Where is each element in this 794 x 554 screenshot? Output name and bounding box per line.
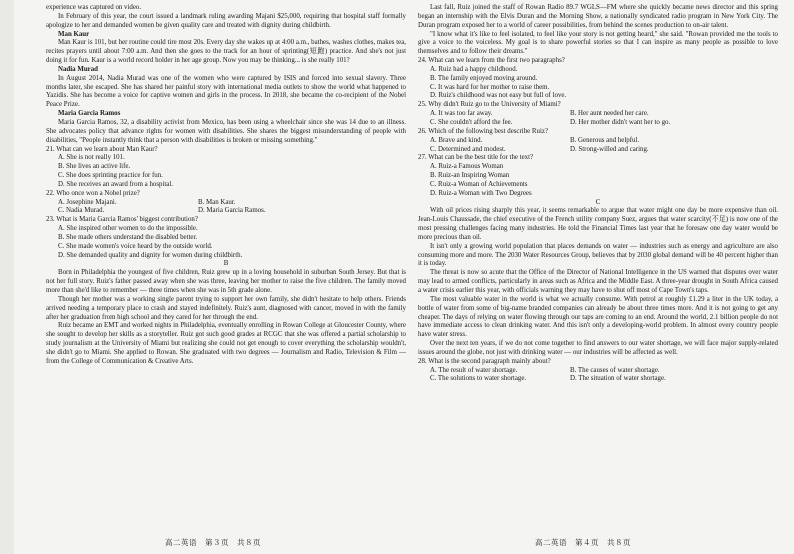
- question-28-option: B. The causes of water shortage.: [570, 366, 660, 374]
- question-24-option: C. It was hard for her mother to raise them.: [430, 83, 550, 91]
- question-26-option: A. Brave and kind.: [430, 136, 483, 144]
- profile-heading-man-kaur: Man Kaur: [58, 30, 90, 38]
- paragraph: Last fall, Ruiz joined the staff of Rowan Radio 89.7 WGLS—FM where she quickly became news director and this spring began an internship with the Elvis Duran and the Morning Show, a nationally syndicated radio program in New York City. The Duran program exposed her to a world of career possibilities, from behind the scenes production to on-air talent.: [418, 4, 778, 29]
- question-27-option: A. Ruiz-a Famous Woman: [430, 163, 504, 171]
- profile-text-maria-garcia-ramos: Maria Garcia Ramos, 32, a disability activist from Mexico, has been using a wheelchair since she was 14 due to an illness. She advocates policy that advance rights for women with disabilities. She shares the biggest misunderstanding of people with disabilities, "People instantly think that a person with disabilities is broken or missing something.": [46, 118, 406, 144]
- question-21-option: C. She does sprinting practice for fun.: [58, 172, 163, 180]
- question-28-options-row: [430, 367, 778, 376]
- paragraph: Though her mother was a working single parent trying to support her own family, she didn't hesitate to help others. Friends arrived needing a temporary place to crash and stayed indefinitely. Ruiz's aunt, diagnosed with cancer, moved in with the family after her graduation from high school and they cared for her through the end.: [46, 295, 406, 321]
- paragraph: Over the next ten years, if we do not come together to find answers to our water shortage, we will face major supply-related issues around the globe, not just with drinking water — our industries will be affected as well.: [418, 340, 778, 356]
- right-page-column: [418, 4, 778, 384]
- paragraph: Born in Philadelphia the youngest of five children, Ruiz grew up in a loving household in suburban South Jersey. But that is not her full story. Ruiz's father passed away when she was three, leaving her mother to raise the five children. The family moved more than she'd like to remember — three times when she was in 5th grade alone.: [46, 269, 406, 294]
- question-28-option: A. The result of water shortage.: [430, 366, 518, 374]
- left-page-column: [46, 4, 406, 367]
- binding-gutter: [0, 0, 14, 554]
- question-26-stem: 26. Which of the following best describe Ruiz?: [418, 127, 548, 135]
- paragraph: In February of this year, the court issued a landmark ruling awarding Majani $25,000, requiring that hospital staff formally apologize to her and demanded women be given quality care and treated with dignity during childbirth.: [46, 12, 406, 29]
- question-25-options-row: [430, 110, 778, 119]
- question-25-options-row: [430, 119, 778, 128]
- question-23-option: C. She made women's voice heard by the outside world.: [58, 242, 213, 250]
- question-28-options-row: [430, 375, 778, 384]
- question-25-option: D. Her mother didn't want her to go.: [570, 118, 671, 126]
- question-26-option: B. Generous and helpful.: [570, 136, 640, 144]
- question-27-option: B. Ruiz-an Inspiring Woman: [430, 172, 510, 180]
- profile-text-nadia-murad: In August 2014, Nadia Murad was one of the women who were captured by ISIS and forced into sexual slavery. Three months later, she escaped. She has shared her painful story with international media outlets to show the world what happened to Yazidis. She has become a voice for captive women and girls in the process. In 2018, she became the co-recipient of the Nobel Peace Prize.: [46, 74, 406, 109]
- page-footer-right: 高二英语 第４页 共８页: [535, 538, 631, 547]
- question-26-option: C. Determined and modest.: [430, 145, 506, 153]
- question-23-stem: 23. What is Maria Garcia Ramos' biggest contribution?: [46, 216, 198, 224]
- paragraph: The threat is now so acute that the Office of the Director of National Intelligence in the US warned that disputes over water may lead to armed conflicts, particularly in areas such as Africa and the Middle East. A three-year drought in South Africa caused a water crisis earlier this year, with officials warning they may have to shut off most of Cape Town's taps.: [418, 269, 778, 294]
- question-21-option: B. She lives an active life.: [58, 163, 131, 171]
- page-footer-left: 高二英语 第３页 共８页: [165, 538, 261, 547]
- question-22-option: C. Nadia Murad.: [58, 207, 105, 215]
- question-28-option: D. The situation of water shortage.: [570, 375, 666, 383]
- question-27-stem: 27. What can be the best title for the text?: [418, 154, 534, 162]
- question-24-option: D. Ruiz's childhood was not easy but full of love.: [430, 92, 567, 100]
- question-25-stem: 25. Why didn't Ruiz go to the University of Miami?: [418, 101, 561, 109]
- question-28-option: C. The solutions to water shortage.: [430, 375, 527, 383]
- question-24-option: B. The family enjoyed moving around.: [430, 74, 538, 82]
- paragraph: It isn't only a growing world population that places demands on water — industries such as energy and agriculture are also consuming more and more. The 2030 Water Resources Group, believes that by 2030 global demand will be 40 percent higher than it is today.: [418, 242, 778, 268]
- question-22-options-row: [58, 207, 406, 216]
- question-22-option: A. Josephine Majani.: [58, 198, 117, 206]
- question-26-options-row: [430, 137, 778, 146]
- question-23-option: B. She made others understand the disabled better.: [58, 233, 198, 241]
- question-27-option: D. Ruiz-a Woman with Two Degrees: [430, 189, 532, 197]
- section-label-b: B: [223, 260, 229, 268]
- question-22-options-row: [58, 199, 406, 208]
- profile-heading-maria-garcia-ramos: Maria Garcia Ramos: [58, 110, 121, 118]
- question-22-stem: 22. Who once won a Nobel prize?: [46, 189, 140, 197]
- question-21-stem: 21. What can we learn about Man Kaur?: [46, 145, 158, 153]
- question-21-option: D. She receives an award from a hospital.: [58, 180, 173, 188]
- question-21-option: A. She is not really 101.: [58, 154, 125, 162]
- question-25-option: B. Her aunt needed her care.: [570, 110, 649, 118]
- question-26-option: D. Strong-willed and caring.: [570, 145, 649, 153]
- question-25-option: A. It was too far away.: [430, 110, 493, 118]
- paragraph: Ruiz became an EMT and worked nights in Philadelphia, eventually enrolling in Rowan College at Gloucester County, where she sought to develop her skills as a storyteller. Ruiz got such good grades at RCGC that she was offered a partial scholarship to study journalism at the University of Miami but realizing she could not get enough to cover everything the scholarship wouldn't, she didn't go to Miami. She applied to Rowan. She graduated with two degrees — Journalism and Radio, Television & Film — from the College of Communication & Creative Arts.: [46, 322, 406, 365]
- profile-text-man-kaur: Man Kaur is 101, but her routine could tire most 20s. Every day she wakes up at 4:00 a.m., bathes, washes clothes, makes tea, recites prayers until about 7:00 a.m. And then she goes to the track for an hour of sprinting(短跑) practice. And she's not just doing it for fun. Kaur is a world record holder in her age group. Now you may be thinking... is she really 101?: [46, 39, 406, 65]
- paragraph: "I know what it's like to feel isolated, to feel like your story is not getting heard," she said. "Rowan provided me the tools to give a voice to the voiceless. My goal is to share powerful stories so that I can inspire as many people as possible to love themselves and to follow their dreams.": [418, 30, 778, 56]
- question-28-stem: 28. What is the second paragraph mainly about?: [418, 357, 551, 365]
- question-27-option: C. Ruiz-a Woman of Achievements: [430, 180, 528, 188]
- paragraph: experience was captured on video.: [46, 4, 142, 11]
- profile-heading-nadia-murad: Nadia Murad: [58, 65, 99, 73]
- question-23-option: D. She demanded quality and dignity for women during childbirth.: [58, 251, 243, 259]
- paragraph: The most valuable water in the world is what we actually consume. With petrol at roughly £1.29 a liter in the UK today, a bottle of water from some of big-name branded companies can already be about three times more. And it is not going to get any cheaper. The days of relying on water flowing through our taps are coming to an end. Around the world, 2.1 billion people do not have immediate access to clean drinking water. And this isn't only a developing-world problem. In almost every country people have water stress.: [418, 295, 778, 339]
- section-label-c: C: [595, 198, 601, 206]
- paragraph: With oil prices rising sharply this year, it seems remarkable to argue that water might one day be more expensive than oil. Jean-Louis Chaussade, the chief executive of the French utility company Suez, argues that water scarcity(不足) is now one of the most pressing challenges facing many industries. He told the Financial Times last year that he foresaw one day water would be more precious than oil.: [418, 207, 778, 241]
- question-24-stem: 24. What can we learn from the first two paragraphs?: [418, 57, 565, 65]
- question-26-options-row: [430, 146, 778, 155]
- question-22-option: B. Man Kaur.: [198, 198, 236, 206]
- question-24-option: A. Ruiz had a happy childhood.: [430, 65, 518, 73]
- question-25-option: C. She couldn't afford the fee.: [430, 118, 513, 126]
- question-23-option: A. She inspired other women to do the impossible.: [58, 225, 198, 233]
- question-22-option: D. Maria Garcia Ramos.: [198, 207, 266, 215]
